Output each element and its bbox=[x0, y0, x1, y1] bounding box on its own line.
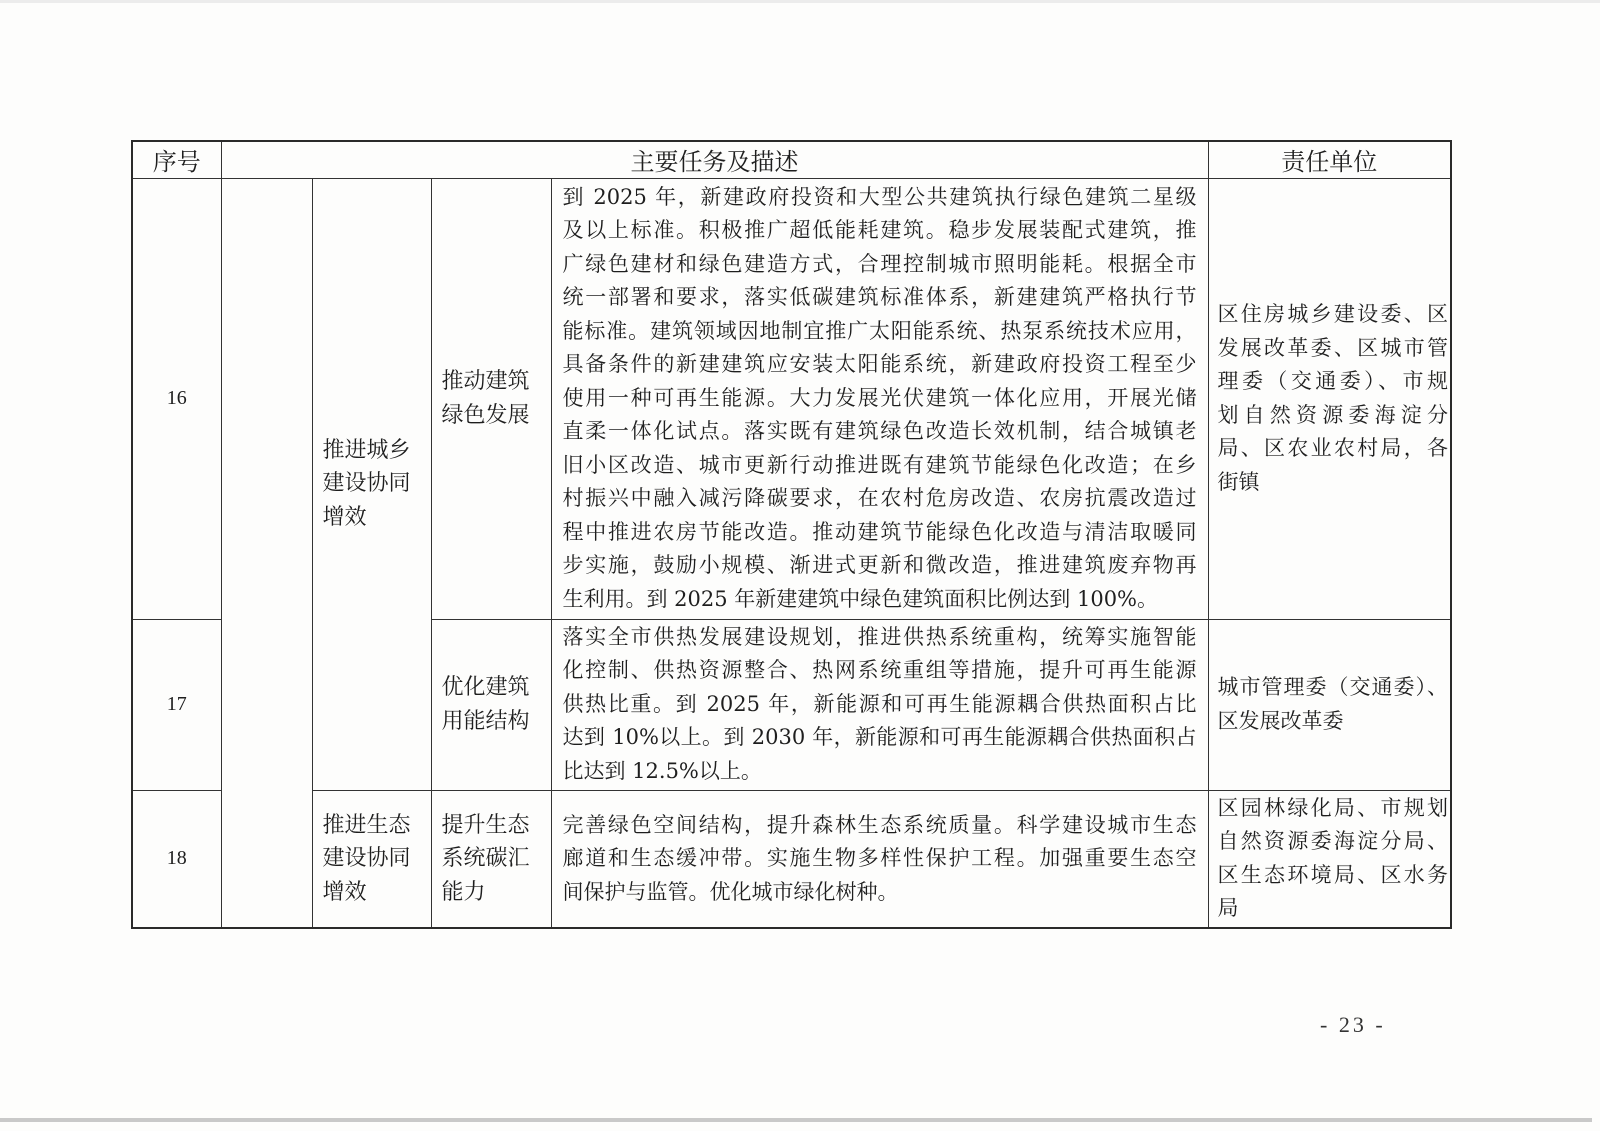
scan-edge-bottom bbox=[0, 1118, 1592, 1122]
table-row bbox=[132, 178, 1451, 619]
header-task: 主要任务及描述 bbox=[221, 141, 1208, 178]
unit-line: 城市管理委（交通委）、 bbox=[1217, 675, 1448, 699]
unit-line: 区生态环境局、区水务 bbox=[1217, 862, 1448, 887]
serial-cell: 18 bbox=[132, 790, 221, 928]
description-line: 到 2025 年，新建政府投资和大型公共建筑执行绿色建筑二星级 bbox=[562, 184, 1197, 209]
description-text bbox=[563, 621, 1197, 789]
description-line: 程中推进农房节能改造。推动建筑节能绿色化改造与清洁取暖同 bbox=[562, 519, 1197, 544]
description-line: 间保护与监管。优化城市绿化树种。 bbox=[562, 879, 899, 904]
group-label-line: 建设协同 bbox=[322, 846, 411, 871]
task-cell bbox=[431, 619, 551, 790]
description-cell bbox=[551, 619, 1208, 790]
unit-line: 局、区农业农村局，各 bbox=[1217, 436, 1448, 460]
header-unit: 责任单位 bbox=[1208, 141, 1451, 178]
unit-line: 区园林绿化局、市规划 bbox=[1217, 795, 1448, 820]
description-cell bbox=[551, 790, 1208, 928]
task-table bbox=[131, 140, 1452, 929]
description-line: 落实全市供热发展建设规划，推进供热系统重构，统筹实施智能 bbox=[562, 624, 1197, 649]
serial-cell: 17 bbox=[132, 619, 221, 790]
unit-line: 理委（交通委）、市规 bbox=[1217, 369, 1448, 393]
description-line: 步实施，鼓励小规模、渐进式更新和微改造，推进建筑废弃物再 bbox=[562, 553, 1197, 578]
description-line: 统一部署和要求，落实低碳建筑标准体系，新建建筑严格执行节 bbox=[562, 285, 1197, 310]
task-cell bbox=[431, 178, 551, 619]
description-line: 化控制、供热资源整合、热网系统重组等措施，提升可再生能源 bbox=[562, 658, 1197, 683]
task-label-line: 推动建筑 bbox=[441, 369, 530, 394]
group-label bbox=[323, 809, 421, 910]
responsible-unit-cell bbox=[1208, 178, 1451, 619]
group-cell bbox=[312, 790, 431, 928]
blank-category-cell bbox=[221, 178, 312, 928]
group-label bbox=[323, 434, 421, 535]
task-label-line: 优化建筑 bbox=[441, 675, 530, 700]
responsible-unit-cell bbox=[1208, 790, 1451, 928]
description-line: 完善绿色空间结构，提升森林生态系统质量。科学建设城市生态 bbox=[562, 812, 1197, 837]
unit-line: 区发展改革委 bbox=[1217, 708, 1344, 733]
task-label bbox=[442, 809, 541, 910]
unit-line: 发展改革委、区城市管 bbox=[1217, 335, 1448, 360]
description-line: 村振兴中融入减污降碳要求，在农村危房改造、农房抗震改造过 bbox=[562, 486, 1197, 511]
description-line: 达到 10%以上。到 2030 年，新能源和可再生能源耦合供热面积占 bbox=[562, 725, 1197, 750]
unit-line: 划自然资源委海淀分 bbox=[1217, 402, 1448, 427]
group-label-line: 增效 bbox=[322, 504, 367, 530]
description-line: 生利用。到 2025 年新建建筑中绿色建筑面积比例达到 100%。 bbox=[562, 586, 1159, 611]
description-text bbox=[563, 809, 1197, 910]
task-label-line: 能力 bbox=[441, 879, 486, 905]
group-cell bbox=[312, 178, 431, 790]
task-label-line: 绿色发展 bbox=[441, 402, 530, 428]
group-label-line: 推进生态 bbox=[322, 812, 411, 838]
description-line: 廊道和生态缓冲带。实施生物多样性保护工程。加强重要生态空 bbox=[562, 846, 1197, 870]
serial-cell: 16 bbox=[132, 178, 221, 619]
group-label-line: 推进城乡 bbox=[322, 437, 411, 463]
description-line: 比达到 12.5%以上。 bbox=[562, 758, 762, 783]
task-label bbox=[442, 365, 541, 432]
responsible-unit-text bbox=[1218, 792, 1449, 926]
responsible-unit-cell bbox=[1208, 619, 1451, 790]
responsible-unit-text bbox=[1218, 298, 1449, 499]
description-line: 广绿色建材和绿色建造方式，合理控制城市照明能耗。根据全市 bbox=[562, 251, 1197, 276]
unit-line: 街镇 bbox=[1217, 469, 1260, 494]
description-text bbox=[563, 181, 1197, 617]
task-cell bbox=[431, 790, 551, 928]
description-line: 及以上标准。积极推广超低能耗建筑。稳步发展装配式建筑，推 bbox=[562, 218, 1197, 243]
responsible-unit-text bbox=[1218, 671, 1449, 738]
task-label-line: 系统碳汇 bbox=[441, 846, 530, 871]
task-label bbox=[442, 671, 541, 738]
description-line: 旧小区改造、城市更新行动推进既有建筑节能绿色化改造；在乡 bbox=[562, 452, 1197, 477]
description-line: 具备条件的新建建筑应安装太阳能系统，新建政府投资工程至少 bbox=[562, 352, 1197, 377]
task-label-line: 提升生态 bbox=[441, 812, 530, 838]
task-label-line: 用能结构 bbox=[441, 708, 530, 734]
header-serial: 序号 bbox=[132, 141, 221, 178]
description-line: 供热比重。到 2025 年，新能源和可再生能源耦合供热面积占比 bbox=[562, 691, 1197, 716]
group-label-line: 增效 bbox=[322, 879, 367, 905]
unit-line: 局 bbox=[1217, 896, 1239, 921]
table-row bbox=[132, 790, 1451, 928]
description-line: 直柔一体化试点。落实既有建筑绿色改造长效机制，结合城镇老 bbox=[562, 419, 1197, 444]
unit-line: 区住房城乡建设委、区 bbox=[1217, 302, 1448, 326]
unit-line: 自然资源委海淀分局、 bbox=[1217, 829, 1448, 854]
table-header-row bbox=[132, 141, 1451, 178]
description-line: 使用一种可再生能源。大力发展光伏建筑一体化应用，开展光储 bbox=[562, 385, 1197, 410]
page-number: - 23 - bbox=[1320, 1012, 1386, 1037]
group-label-line: 建设协同 bbox=[322, 471, 411, 497]
description-cell bbox=[551, 178, 1208, 619]
scan-edge-top bbox=[0, 0, 1600, 3]
description-line: 能标准。建筑领域因地制宜推广太阳能系统、热泵系统技术应用， bbox=[562, 318, 1197, 343]
